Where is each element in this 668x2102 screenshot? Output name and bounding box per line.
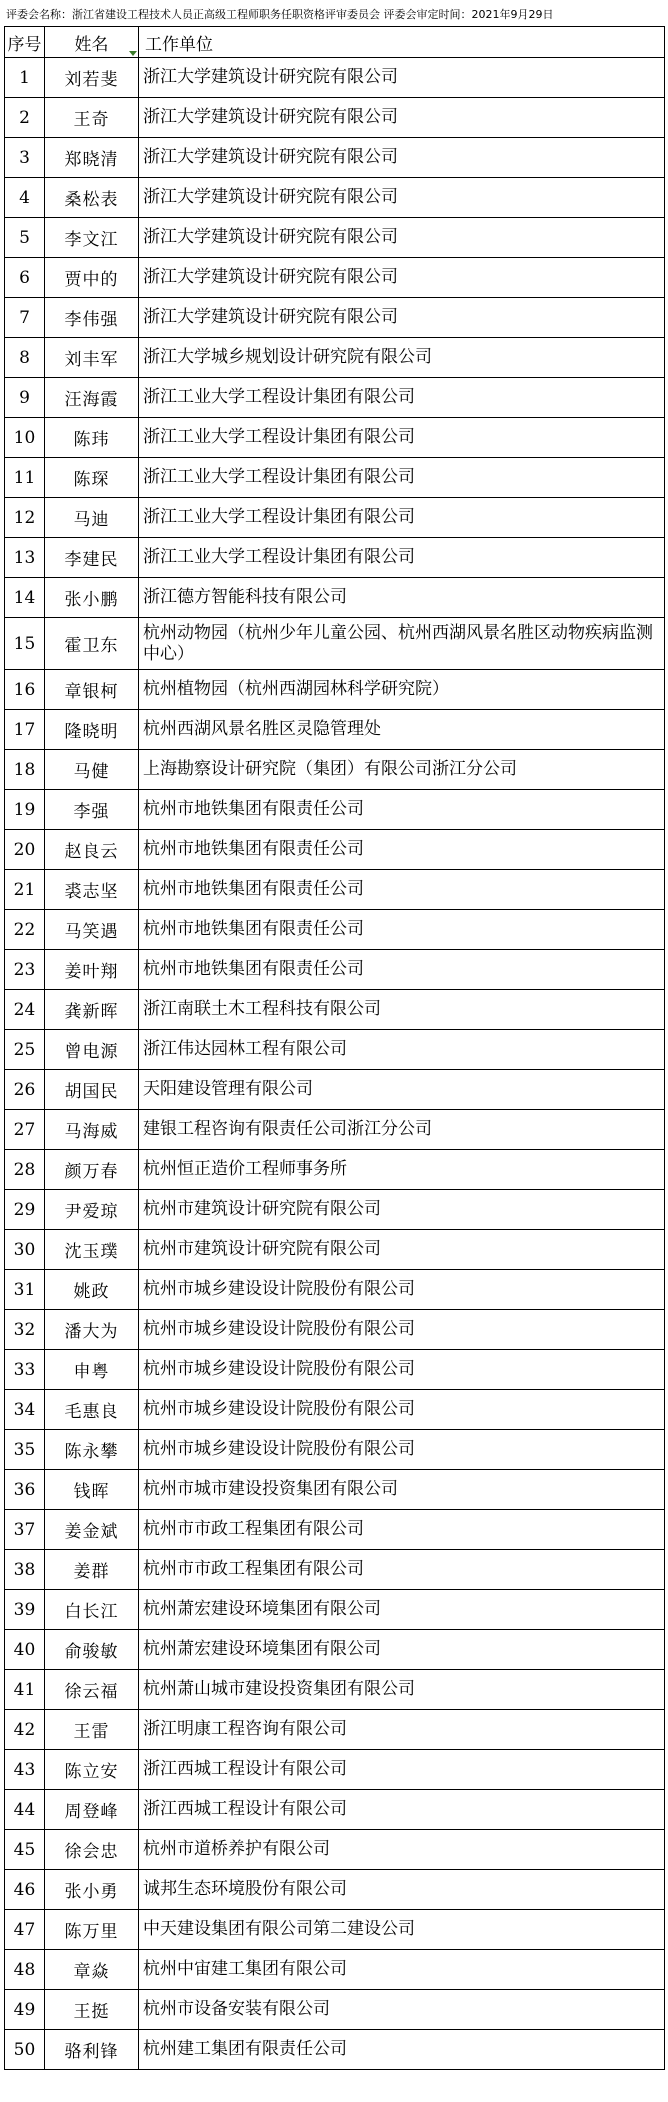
header-serial [5,27,45,58]
table-row [5,1950,665,1990]
serial-cell: 37 [5,1510,45,1550]
unit-cell: 浙江西城工程设计有限公司 [139,1790,665,1830]
name-cell: 王奇 [45,98,139,138]
serial-cell: 31 [5,1270,45,1310]
unit-cell: 杭州市地铁集团有限责任公司 [139,910,665,950]
unit-cell: 杭州萧宏建设环境集团有限公司 [139,1590,665,1630]
name-cell: 骆利锋 [45,2030,139,2070]
table-row [5,458,665,498]
name-cell: 刘丰军 [45,338,139,378]
serial-cell: 21 [5,870,45,910]
name-cell: 马笑遇 [45,910,139,950]
name-cell: 李建民 [45,538,139,578]
serial-cell: 17 [5,710,45,750]
table-row [5,670,665,710]
serial-cell: 29 [5,1190,45,1230]
name-cell: 徐会忠 [45,1830,139,1870]
unit-cell: 杭州市市政工程集团有限公司 [139,1510,665,1550]
header-serial-label: 序号 [7,34,42,55]
table-row [5,138,665,178]
unit-cell: 杭州萧宏建设环境集团有限公司 [139,1630,665,1670]
serial-cell: 14 [5,578,45,618]
serial-cell: 5 [5,218,45,258]
serial-cell: 18 [5,750,45,790]
unit-cell: 杭州建工集团有限责任公司 [139,2030,665,2070]
unit-cell: 浙江大学建筑设计研究院有限公司 [139,98,665,138]
table-row [5,1390,665,1430]
table-row [5,178,665,218]
table-row [5,1150,665,1190]
table-row [5,1670,665,1710]
unit-cell: 浙江南联土木工程科技有限公司 [139,990,665,1030]
serial-cell: 26 [5,1070,45,1110]
table-body [5,58,665,2070]
unit-cell: 杭州市道桥养护有限公司 [139,1830,665,1870]
serial-cell: 48 [5,1950,45,1990]
unit-cell: 天阳建设管理有限公司 [139,1070,665,1110]
name-cell: 马海威 [45,1110,139,1150]
serial-cell: 32 [5,1310,45,1350]
name-cell: 姜金斌 [45,1510,139,1550]
unit-cell: 杭州市建筑设计研究院有限公司 [139,1190,665,1230]
serial-cell: 25 [5,1030,45,1070]
name-cell: 马迪 [45,498,139,538]
name-cell: 毛惠良 [45,1390,139,1430]
name-cell: 陈立安 [45,1750,139,1790]
table-row [5,990,665,1030]
name-cell: 周登峰 [45,1790,139,1830]
name-cell: 陈玮 [45,418,139,458]
unit-cell: 浙江大学建筑设计研究院有限公司 [139,218,665,258]
unit-cell: 浙江工业大学工程设计集团有限公司 [139,538,665,578]
serial-cell: 16 [5,670,45,710]
serial-cell: 45 [5,1830,45,1870]
serial-cell: 46 [5,1870,45,1910]
unit-cell: 诚邦生态环境股份有限公司 [139,1870,665,1910]
unit-cell: 杭州动物园（杭州少年儿童公园、杭州西湖风景名胜区动物疾病监测中心） [139,618,665,670]
name-cell: 王挺 [45,1990,139,2030]
unit-cell: 中天建设集团有限公司第二建设公司 [139,1910,665,1950]
name-cell: 郑晓清 [45,138,139,178]
unit-cell: 杭州萧山城市建设投资集团有限公司 [139,1670,665,1710]
unit-cell: 杭州市城乡建设设计院股份有限公司 [139,1430,665,1470]
serial-cell: 22 [5,910,45,950]
serial-cell: 8 [5,338,45,378]
header-row [5,27,665,58]
table-row [5,98,665,138]
table-row [5,1030,665,1070]
serial-cell: 10 [5,418,45,458]
unit-cell: 杭州市地铁集团有限责任公司 [139,870,665,910]
unit-cell: 浙江明康工程咨询有限公司 [139,1710,665,1750]
unit-cell: 杭州市城市建设投资集团有限公司 [139,1470,665,1510]
document-sheet [4,4,664,2070]
table-row [5,1590,665,1630]
name-cell: 申粤 [45,1350,139,1390]
serial-cell: 27 [5,1110,45,1150]
serial-cell: 3 [5,138,45,178]
name-cell: 马健 [45,750,139,790]
unit-cell: 浙江工业大学工程设计集团有限公司 [139,378,665,418]
name-cell: 李文江 [45,218,139,258]
name-cell: 章银柯 [45,670,139,710]
table-row [5,1230,665,1270]
header-unit-label: 工作单位 [145,34,213,55]
serial-cell: 6 [5,258,45,298]
name-cell: 徐云福 [45,1670,139,1710]
table-row [5,1710,665,1750]
header-unit [139,27,665,58]
table-row [5,1430,665,1470]
serial-cell: 9 [5,378,45,418]
name-cell: 姜叶翔 [45,950,139,990]
name-cell: 尹爱琼 [45,1190,139,1230]
serial-cell: 4 [5,178,45,218]
table-row [5,830,665,870]
table-row [5,1630,665,1670]
table-row [5,1190,665,1230]
serial-cell: 20 [5,830,45,870]
table-row [5,338,665,378]
table-row [5,710,665,750]
name-cell: 沈玉璞 [45,1230,139,1270]
name-cell: 陈万里 [45,1910,139,1950]
unit-cell: 浙江大学城乡规划设计研究院有限公司 [139,338,665,378]
serial-cell: 7 [5,298,45,338]
serial-cell: 2 [5,98,45,138]
unit-cell: 杭州市地铁集团有限责任公司 [139,830,665,870]
table-row [5,1910,665,1950]
name-cell: 陈永攀 [45,1430,139,1470]
name-cell: 俞骏敏 [45,1630,139,1670]
table-row [5,218,665,258]
unit-cell: 杭州市市政工程集团有限公司 [139,1550,665,1590]
unit-cell: 浙江德方智能科技有限公司 [139,578,665,618]
unit-cell: 杭州市设备安装有限公司 [139,1990,665,2030]
unit-cell: 杭州市城乡建设设计院股份有限公司 [139,1270,665,1310]
table-row [5,578,665,618]
serial-cell: 30 [5,1230,45,1270]
unit-cell: 浙江西城工程设计有限公司 [139,1750,665,1790]
table-row [5,1110,665,1150]
table-row [5,378,665,418]
serial-cell: 23 [5,950,45,990]
table-row [5,750,665,790]
name-cell: 章焱 [45,1950,139,1990]
name-cell: 张小鹏 [45,578,139,618]
unit-cell: 杭州中宙建工集团有限公司 [139,1950,665,1990]
results-table [4,26,665,2070]
serial-cell: 1 [5,58,45,98]
unit-cell: 浙江伟达园林工程有限公司 [139,1030,665,1070]
serial-cell: 39 [5,1590,45,1630]
name-cell: 曾电源 [45,1030,139,1070]
unit-cell: 杭州市城乡建设设计院股份有限公司 [139,1310,665,1350]
table-row [5,1830,665,1870]
unit-cell: 浙江大学建筑设计研究院有限公司 [139,58,665,98]
serial-cell: 12 [5,498,45,538]
unit-cell: 杭州市地铁集团有限责任公司 [139,950,665,990]
name-cell: 陈琛 [45,458,139,498]
name-cell: 颜万春 [45,1150,139,1190]
serial-cell: 28 [5,1150,45,1190]
table-row [5,1990,665,2030]
serial-cell: 49 [5,1990,45,2030]
serial-cell: 34 [5,1390,45,1430]
name-cell: 裘志坚 [45,870,139,910]
table-row [5,498,665,538]
unit-cell: 杭州市城乡建设设计院股份有限公司 [139,1390,665,1430]
table-row [5,950,665,990]
name-cell: 刘若斐 [45,58,139,98]
unit-cell: 浙江大学建筑设计研究院有限公司 [139,258,665,298]
table-row [5,618,665,670]
table-row [5,298,665,338]
table-row [5,1510,665,1550]
unit-cell: 浙江大学建筑设计研究院有限公司 [139,178,665,218]
unit-cell: 浙江工业大学工程设计集团有限公司 [139,458,665,498]
table-row [5,910,665,950]
serial-cell: 41 [5,1670,45,1710]
name-cell: 霍卫东 [45,618,139,670]
name-cell: 贾中的 [45,258,139,298]
name-cell: 胡国民 [45,1070,139,1110]
name-cell: 隆晓明 [45,710,139,750]
name-cell: 龚新晖 [45,990,139,1030]
unit-cell: 杭州恒正造价工程师事务所 [139,1150,665,1190]
table-row [5,1270,665,1310]
name-cell: 姜群 [45,1550,139,1590]
serial-cell: 47 [5,1910,45,1950]
name-cell: 白长江 [45,1590,139,1630]
serial-cell: 13 [5,538,45,578]
unit-cell: 杭州市城乡建设设计院股份有限公司 [139,1350,665,1390]
committee-caption: 评委会名称：浙江省建设工程技术人员正高级工程师职务任职资格评审委员会 评委会审定时间：2021年9月29日 [6,8,554,21]
name-cell: 李伟强 [45,298,139,338]
serial-cell: 50 [5,2030,45,2070]
serial-cell: 44 [5,1790,45,1830]
serial-cell: 42 [5,1710,45,1750]
table-row [5,1350,665,1390]
table-row [5,1750,665,1790]
name-cell: 王雷 [45,1710,139,1750]
name-cell: 钱晖 [45,1470,139,1510]
filter-dropdown-icon[interactable] [129,51,137,56]
name-cell: 汪海霞 [45,378,139,418]
unit-cell: 浙江工业大学工程设计集团有限公司 [139,418,665,458]
header-name[interactable] [45,27,139,58]
name-cell: 李强 [45,790,139,830]
unit-cell: 浙江大学建筑设计研究院有限公司 [139,298,665,338]
table-row [5,1310,665,1350]
table-row [5,58,665,98]
unit-cell: 上海勘察设计研究院（集团）有限公司浙江分公司 [139,750,665,790]
name-cell: 潘大为 [45,1310,139,1350]
serial-cell: 11 [5,458,45,498]
name-cell: 张小勇 [45,1870,139,1910]
serial-cell: 19 [5,790,45,830]
table-row [5,870,665,910]
table-row [5,790,665,830]
table-row [5,418,665,458]
header-name-label: 姓名 [74,34,109,55]
unit-cell: 杭州植物园（杭州西湖园林科学研究院） [139,670,665,710]
table-row [5,1870,665,1910]
table-row [5,1070,665,1110]
serial-cell: 15 [5,618,45,670]
table-row [5,258,665,298]
serial-cell: 40 [5,1630,45,1670]
table-row [5,1790,665,1830]
unit-cell: 杭州西湖风景名胜区灵隐管理处 [139,710,665,750]
table-row [5,1470,665,1510]
serial-cell: 24 [5,990,45,1030]
unit-cell: 杭州市建筑设计研究院有限公司 [139,1230,665,1270]
unit-cell: 杭州市地铁集团有限责任公司 [139,790,665,830]
unit-cell: 浙江工业大学工程设计集团有限公司 [139,498,665,538]
unit-cell: 建银工程咨询有限责任公司浙江分公司 [139,1110,665,1150]
unit-cell: 浙江大学建筑设计研究院有限公司 [139,138,665,178]
serial-cell: 43 [5,1750,45,1790]
serial-cell: 36 [5,1470,45,1510]
table-row [5,2030,665,2070]
table-row [5,1550,665,1590]
name-cell: 姚政 [45,1270,139,1310]
serial-cell: 35 [5,1430,45,1470]
serial-cell: 38 [5,1550,45,1590]
name-cell: 赵良云 [45,830,139,870]
serial-cell: 33 [5,1350,45,1390]
name-cell: 桑松表 [45,178,139,218]
table-row [5,538,665,578]
